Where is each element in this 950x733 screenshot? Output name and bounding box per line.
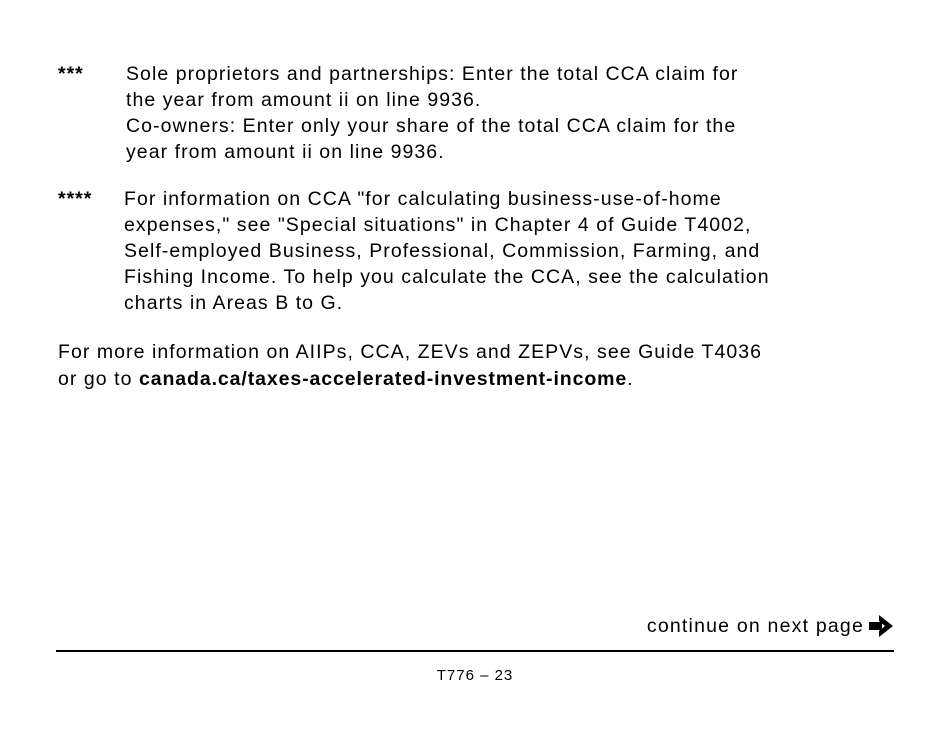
more-information-paragraph [58,339,762,393]
footnote-text [124,186,770,316]
page-number: T776 – 23 [436,667,514,684]
footnote-line: Self-employed Business, Professional, Commission, Farming, and [124,240,761,262]
footnote-line: Sole proprietors and partnerships: Enter the total CCA claim for [126,63,739,85]
footnote-line: year from amount ii on line 9936. [126,141,445,163]
more-info-line: For more information on AIIPs, CCA, ZEVs and ZEPVs, see Guide T4036 [58,341,763,363]
more-info-suffix: . [627,368,634,390]
footer-divider [56,650,894,652]
footnote-line: Fishing Income. To help you calculate the CCA, see the calculation [124,266,770,288]
footnote-marker: *** [58,63,84,85]
footnote-triple-star [58,61,738,165]
continue-next-page [647,614,894,638]
accelerated-investment-link[interactable]: canada.ca/taxes-accelerated-investment-income [139,368,628,390]
more-info-line [58,366,762,393]
footnote-line: the year from amount ii on line 9936. [126,89,482,111]
more-info-prefix: or go to [58,368,139,390]
footnote-text [126,61,738,165]
footnote-line: For information on CCA "for calculating business-use-of-home [124,188,722,210]
footnote-marker: **** [58,188,93,210]
continue-label: continue on next page [646,614,864,637]
footnote-line: expenses," see "Special situations" in Chapter 4 of Guide T4002, [124,214,752,236]
footnote-line: Co-owners: Enter only your share of the total CCA claim for the [126,115,737,137]
footnote-line: charts in Areas B to G. [124,292,344,314]
footnote-quad-star [58,186,770,316]
arrow-right-icon [868,614,894,638]
